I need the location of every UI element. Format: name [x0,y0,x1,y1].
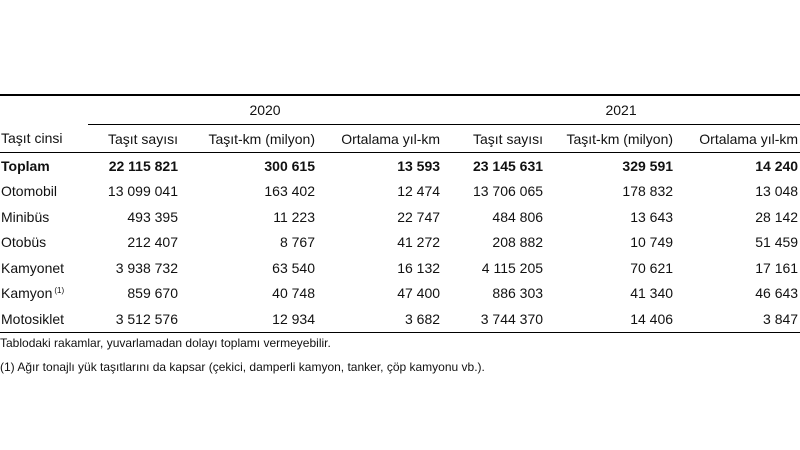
table-cell: 3 682 [317,306,442,332]
table-cell: 47 400 [397,285,441,302]
row-label: Otomobil [1,183,58,200]
column-header: Taşıt-km (milyon) [545,125,675,153]
table-cell: 8 767 [279,234,315,251]
row-label: Otobüs [1,234,47,251]
table-row [0,255,800,281]
table-cell: 23 145 631 [472,157,544,174]
table-cell: 178 832 [622,183,674,200]
table-row-total [0,153,800,179]
table-cell: 212 407 [127,234,178,251]
table-row [0,281,800,307]
table-cell: 28 142 [755,208,799,225]
table-cell: 22 115 821 [108,157,178,174]
column-header: Ortalama yıl-km [317,125,442,153]
table-cell: 17 161 [755,259,799,276]
table-cell: 12 474 [397,183,441,200]
table-cell: 13 706 065 [472,183,544,200]
year-2021-header: 2021 [442,95,800,125]
row-label-with-footnote [0,281,88,307]
table-cell: 13 643 [630,208,674,225]
row-label: Kamyon [1,285,53,302]
row-label: Minibüs [1,208,50,225]
table-row [0,230,800,256]
table-cell: 46 643 [755,285,799,302]
table-cell: 886 303 [492,285,544,302]
row-label: Motosiklet [0,306,88,332]
table-cell: 13 099 041 [107,183,178,200]
table-row [0,204,800,230]
column-header: Taşıt sayısı [442,125,545,153]
table-cell: 3 847 [675,306,800,332]
year-header-spacer [0,95,88,125]
vehicle-statistics-table-container [0,94,800,333]
table-cell: 3 512 576 [88,306,180,332]
table-cell: 10 749 [630,234,674,251]
vehicle-statistics-table [0,94,800,333]
column-header: Taşıt-km (milyon) [180,125,317,153]
table-cell: 163 402 [264,183,315,200]
row-label: Kamyonet [1,259,65,276]
column-header: Ortalama yıl-km [675,125,800,153]
rounding-note: Tablodaki rakamlar, yuvarlamadan dolayı toplamı vermeyebilir. [0,336,331,350]
table-cell: 329 591 [622,157,674,174]
table-cell: 14 240 [755,157,799,174]
table-cell: 3 938 732 [115,259,178,276]
table-cell: 22 747 [397,208,441,225]
table-cell: 70 621 [630,259,674,276]
year-header-row [0,95,800,125]
table-cell: 40 748 [272,285,315,302]
table-cell: 41 340 [630,285,674,302]
table-cell: 16 132 [397,259,441,276]
footnote-text: (1) Ağır tonajlı yük taşıtlarını da kapsar (çekici, damperli kamyon, tanker, çöp kamyonu vb.). [0,360,485,374]
table-row [0,306,800,332]
row-header-label: Taşıt cinsi [0,125,88,153]
table-cell: 41 272 [397,234,441,251]
table-cell: 300 615 [264,157,315,174]
year-2020-header: 2020 [88,95,442,125]
table-cell: 208 882 [492,234,544,251]
table-cell: 12 934 [180,306,317,332]
column-header-row [0,125,800,153]
table-cell: 4 115 205 [481,259,544,276]
table-cell: 859 670 [127,285,178,302]
table-cell: 63 540 [272,259,315,276]
table-cell: 51 459 [755,234,799,251]
column-header: Taşıt sayısı [88,125,180,153]
table-row [0,179,800,205]
table-cell: 13 048 [755,183,799,200]
footnote-marker: (1) [54,285,65,295]
table-cell: 14 406 [545,306,675,332]
table-cell: 11 223 [273,208,315,225]
table-cell: 484 806 [492,208,544,225]
table-cell: 13 593 [397,157,441,174]
table-cell: 3 744 370 [442,306,545,332]
table-cell: 493 395 [127,208,178,225]
row-label: Toplam [1,157,50,174]
